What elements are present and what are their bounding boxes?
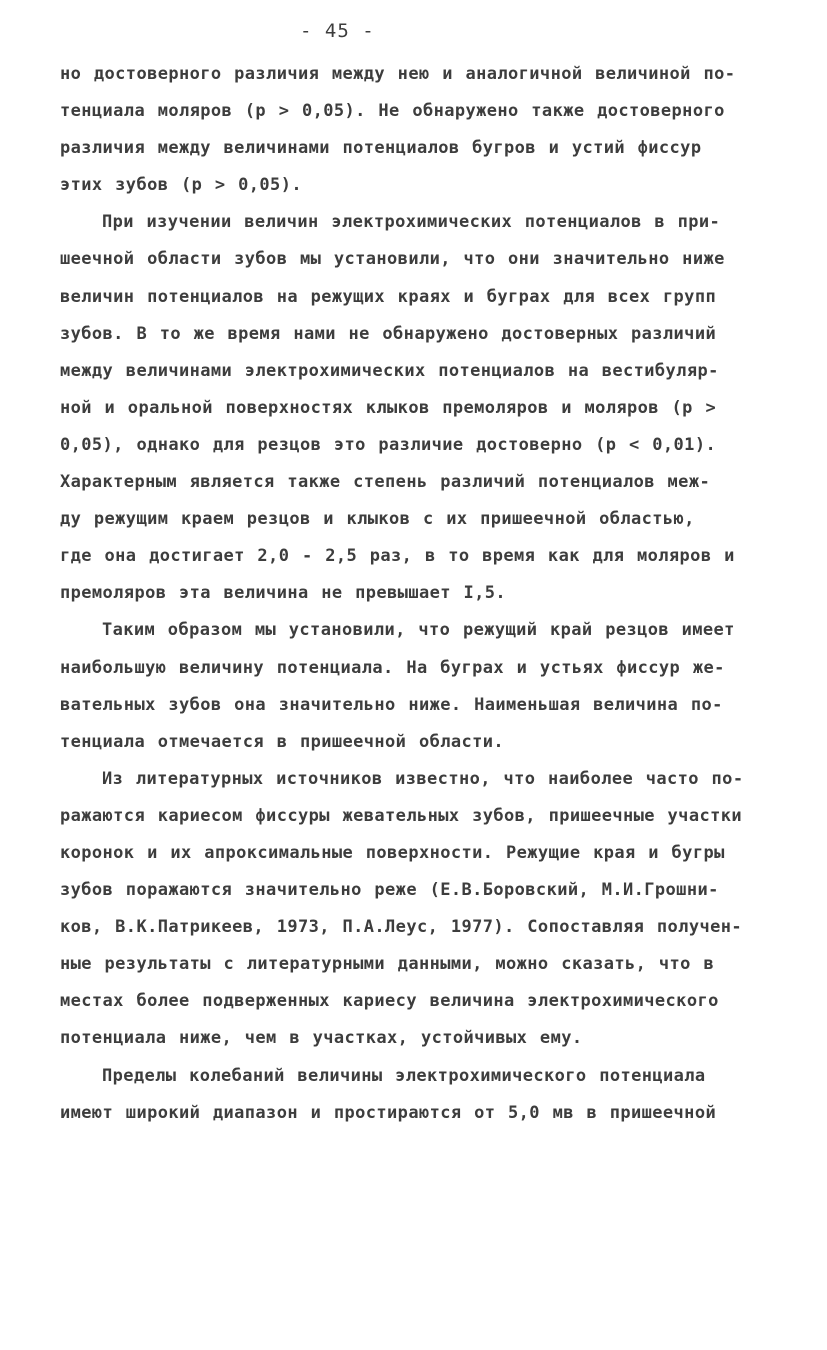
text-line: зубов поражаются значительно реже (Е.В.Боровский, М.И.Грошни- — [60, 880, 719, 901]
text-line: тенциала отмечается в пришеечной области. — [60, 731, 505, 752]
text-line: ду режущим краем резцов и клыков с их пришеечной областью, — [60, 509, 695, 530]
text-line: шеечной области зубов мы установили, что они значительно ниже — [60, 249, 725, 270]
text-line: где она достигает 2,0 - 2,5 раз, в то время как для моляров и — [60, 546, 735, 567]
text-line: Пределы колебаний величины электрохимического потенциала — [102, 1065, 706, 1086]
text-line: 0,05), однако для резцов это различие достоверно (p < 0,01). — [60, 434, 717, 455]
text-line: Из литературных источников известно, что наиболее часто по- — [102, 768, 744, 789]
text-line: ков, В.К.Патрикеев, 1973, П.А.Леус, 1977). Сопоставляя получен- — [60, 917, 742, 938]
text-line: различия между величинами потенциалов бугров и устий фиссур — [60, 138, 702, 159]
text-line: ной и оральной поверхностях клыков премоляров и моляров (p > — [60, 397, 717, 418]
text-line: зубов. В то же время нами не обнаружено достоверных различий — [60, 323, 717, 344]
text-line: премоляров эта величина не превышает I,5. — [60, 583, 507, 604]
text-line: коронок и их апроксимальные поверхности. Режущие края и бугры — [60, 842, 725, 863]
text-line: местах более подверженных кариесу величина электрохимического — [60, 991, 719, 1012]
page-number: - 45 - — [300, 20, 375, 42]
paragraph — [60, 761, 780, 1058]
text-line: между величинами электрохимических потенциалов на вестибуляр- — [60, 360, 719, 381]
text-line: величин потенциалов на режущих краях и буграх для всех групп — [60, 286, 717, 307]
text-line: но достоверного различия между нею и аналогичной величиной по- — [60, 64, 736, 84]
text-line: наибольшую величину потенциала. На буграх и устьях фиссур же- — [60, 657, 725, 678]
text-line: ражаются кариесом фиссуры жевательных зубов, пришеечные участки — [60, 805, 742, 826]
paragraph — [60, 612, 780, 760]
text-line: вательных зубов она значительно ниже. Наименьшая величина по- — [60, 694, 723, 715]
body-text — [60, 56, 780, 1132]
text-line: этих зубов (p > 0,05). — [60, 175, 302, 196]
paragraph — [60, 204, 780, 612]
text-line: Таким образом мы установили, что режущий край резцов имеет — [102, 620, 735, 641]
paragraph — [60, 1058, 780, 1132]
text-line: ные результаты с литературными данными, можно сказать, что в — [60, 954, 715, 975]
text-line: потенциала ниже, чем в участках, устойчивых ему. — [60, 1028, 583, 1049]
text-line: При изучении величин электрохимических потенциалов в при- — [102, 212, 721, 233]
text-line: Характерным является также степень различий потенциалов меж- — [60, 472, 711, 493]
paragraph — [60, 56, 780, 204]
text-line: имеют широкий диапазон и простираются от 5,0 мв в пришеечной — [60, 1102, 717, 1123]
text-line: тенциала моляров (p > 0,05). Не обнаружено также достоверного — [60, 101, 725, 122]
